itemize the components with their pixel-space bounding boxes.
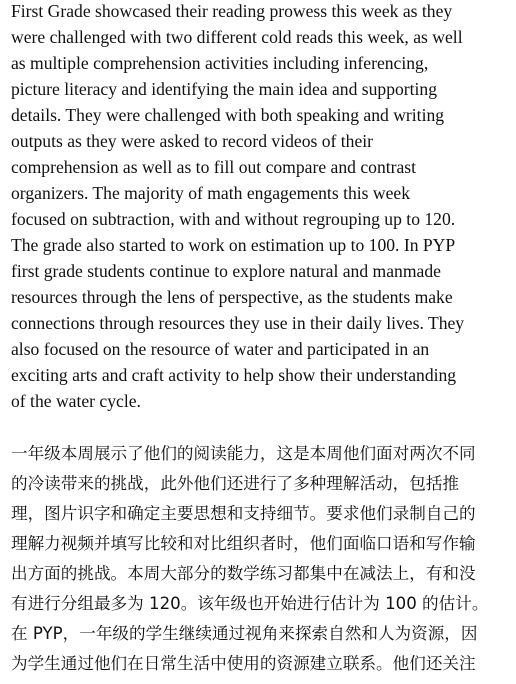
text-line: 理，图片识字和确定主要思想和支持细节。要求他们录制自己的 bbox=[11, 504, 476, 523]
text-line: resources through the lens of perspective, as the students make bbox=[11, 287, 453, 307]
text-line: The grade also started to work on estimation up to 100. In PYP bbox=[11, 235, 456, 255]
text-line: first grade students continue to explore natural and manmade bbox=[11, 261, 441, 281]
text-line: exciting arts and craft activity to help show their understanding bbox=[11, 365, 457, 385]
english-paragraph bbox=[11, 0, 504, 414]
paragraph-spacer bbox=[11, 414, 504, 439]
text-line: 出方面的挑战。本周大部分的数学练习都集中在减法上，有和没 bbox=[11, 564, 476, 583]
text-line: 为学生通过他们在日常生活中使用的资源建立联系。他们还关注 bbox=[11, 654, 476, 673]
chinese-paragraph bbox=[11, 439, 504, 679]
text-line: comprehension as well as to fill out compare and contrast bbox=[11, 157, 417, 177]
text-line: 有进行分组最多为 120。该年级也开始进行估计为 100 的估计。 bbox=[11, 594, 489, 613]
text-line: were challenged with two different cold reads this week, as well bbox=[11, 27, 463, 47]
text-line: organizers. The majority of math engagements this week bbox=[11, 183, 411, 203]
text-line: focused on subtraction, with and without regrouping up to 120. bbox=[11, 209, 456, 229]
text-line: 在 PYP，一年级的学生继续通过视角来探索自然和人为资源，因 bbox=[11, 624, 478, 643]
text-line: 的冷读带来的挑战，此外他们还进行了多种理解活动，包括推 bbox=[11, 474, 460, 493]
text-line: First Grade showcased their reading prowess this week as they bbox=[11, 1, 453, 21]
text-line: as multiple comprehension activities including inferencing, bbox=[11, 53, 429, 73]
text-line: also focused on the resource of water and participated in an bbox=[11, 339, 430, 359]
text-line: 一年级本周展示了他们的阅读能力，这是本周他们面对两次不同 bbox=[11, 444, 476, 463]
text-line: picture literacy and identifying the main idea and supporting bbox=[11, 79, 438, 99]
text-line: of the water cycle. bbox=[11, 391, 141, 411]
text-line: details. They were challenged with both speaking and writing bbox=[11, 105, 445, 125]
text-line: 理解力视频并填写比较和对比组织者时，他们面临口语和写作输 bbox=[11, 534, 476, 553]
text-line: connections through resources they use in their daily lives. They bbox=[11, 313, 465, 333]
text-line: outputs as they were asked to record videos of their bbox=[11, 131, 374, 151]
